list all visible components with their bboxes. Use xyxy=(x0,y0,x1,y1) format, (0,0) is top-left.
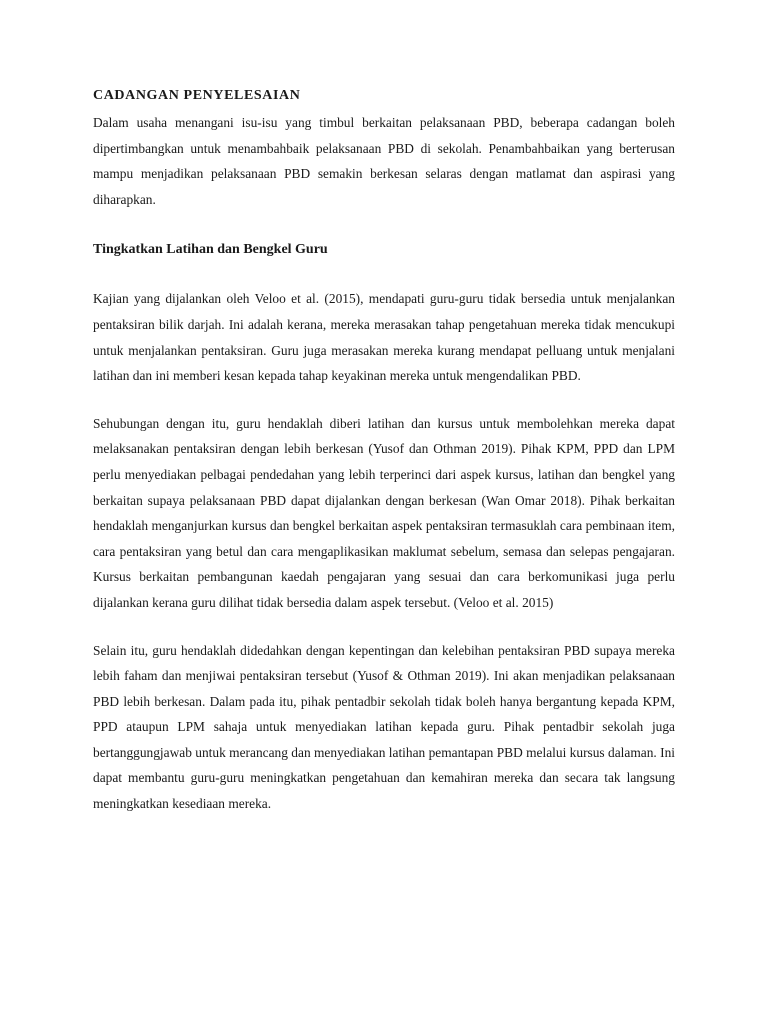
body-paragraph: Selain itu, guru hendaklah didedahkan dengan kepentingan dan kelebihan pentaksiran PBD supaya mereka lebih faham dan menjiwai pentaksiran tersebut (Yusof & Othman 2019). Ini akan menjadikan pelaksanaan PBD lebih berkesan. Dalam pada itu, pihak pentadbir sekolah tidak boleh hanya bergantung kepada KPM, PPD ataupun LPM sahaja untuk menyediakan latihan kepada guru. Pihak pentadbir sekolah juga bertanggungjawab untuk merancang dan menyediakan latihan pemantapan PBD melalui kursus dalaman. Ini dapat membantu guru-guru meningkatkan pengetahuan dan kemahiran mereka dan secara tak langsung meningkatkan kesediaan mereka. xyxy=(93,642,675,812)
body-paragraph: Sehubungan dengan itu, guru hendaklah diberi latihan dan kursus untuk membolehkan mereka dapat melaksanakan pentaksiran dengan lebih berkesan (Yusof dan Othman 2019). Pihak KPM, PPD dan LPM perlu menyediakan pelbagai pendedahan yang lebih terperinci dari aspek kursus, latihan dan bengkel yang berkaitan supaya pelaksanaan PBD dapat dijalankan dengan berkesan (Wan Omar 2018). Pihak berkaitan hendaklah menganjurkan kursus dan bengkel berkaitan aspek pentaksiran termasuklah cara pembinaan item, cara pentaksiran yang betul dan cara mengaplikasikan maklumat sebelum, semasa dan selepas pengajaran. Kursus berkaitan pembangunan kaedah pengajaran yang sesuai dan cara berkomunikasi juga perlu dijalankan kerana guru dilihat tidak bersedia dalam aspek tersebut. (Veloo et al. 2015) xyxy=(93,415,675,610)
subsection-title: Tingkatkan Latihan dan Bengkel Guru xyxy=(93,242,328,258)
document-body xyxy=(93,86,675,817)
body-paragraph: Kajian yang dijalankan oleh Veloo et al. (2015), mendapati guru-guru tidak bersedia untuk menjalankan pentaksiran bilik darjah. Ini adalah kerana, mereka merasakan tahap pengetahuan mereka tidak mencukupi untuk menjalankan pentaksiran. Guru juga merasakan mereka kurang mendapat pelluang untuk menjalani latihan dan ini memberi kesan kepada tahap keyakinan mereka untuk mengendalikan PBD. xyxy=(93,291,675,384)
intro-paragraph: Dalam usaha menangani isu-isu yang timbul berkaitan pelaksanaan PBD, beberapa cadangan boleh dipertimbangkan untuk menambahbaik pelaksanaan PBD di sekolah. Penambahbaikan yang berterusan mampu menjadikan pelaksanaan PBD semakin berkesan selaras dengan matlamat dan aspirasi yang diharapkan. xyxy=(93,115,675,207)
section-title: CADANGAN PENYELESAIAN xyxy=(93,88,301,103)
